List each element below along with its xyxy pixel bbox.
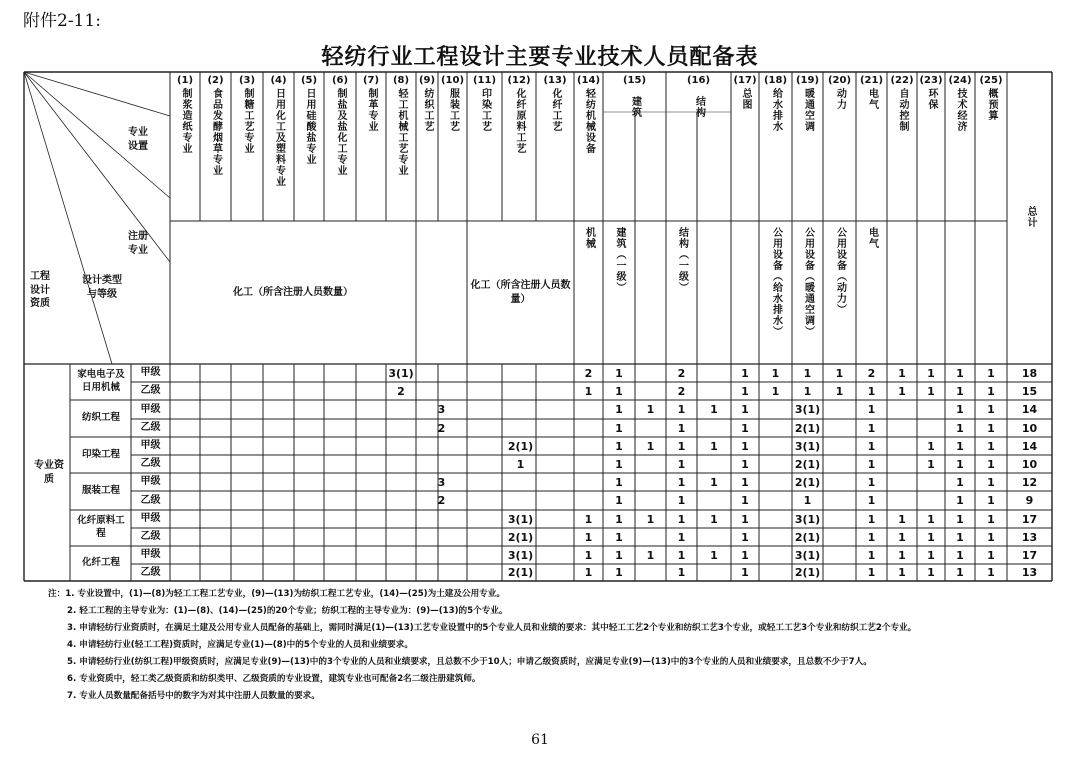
table-cell: 13 (1021, 566, 1038, 579)
table-cell: 1 (927, 384, 935, 398)
table-cell: 1 (927, 457, 935, 471)
table-cell: 1 (898, 530, 906, 544)
table-cell: 1 (867, 439, 876, 453)
table-cell: 3(1) (794, 403, 821, 416)
table-cell: 1 (956, 403, 964, 416)
table-cell: 1 (615, 475, 623, 489)
column-header-8 (386, 75, 416, 220)
table-cell: 1 (741, 403, 749, 416)
table-cell: 2(1) (507, 530, 534, 544)
table-cell: 1 (956, 421, 964, 435)
table-cell: 1 (741, 439, 749, 453)
table-cell: 1 (956, 512, 964, 526)
column-name: 环保 (926, 88, 937, 110)
registered-arch: 建筑（一级） (614, 227, 625, 293)
group-label-3: 印染工程 (81, 448, 120, 460)
column-number: (3) (238, 75, 256, 86)
table-cell: 1 (867, 512, 876, 526)
page-number: 61 (531, 732, 549, 748)
column-name: 概预算 (986, 88, 997, 121)
note-line-2: 2. 轻工工程的主导专业为：(1)—(8)、(14)—(25)的20个专业；纺织工程的主导专业为：(9)—(13)的5个专业。 (67, 606, 508, 617)
column-number: (9) (418, 75, 436, 86)
column-header-10 (438, 75, 467, 220)
table-cell: 1 (987, 384, 995, 398)
column-name: 日用硅酸盐专业 (304, 88, 315, 165)
column-number: (14) (576, 75, 601, 86)
table-cell: 17 (1021, 512, 1038, 526)
corner-design-type-label: 设计类型与等级 (82, 275, 122, 300)
grade-label: 乙级 (140, 458, 161, 469)
column-number: (17) (733, 75, 757, 86)
column-name: 制浆造纸专业 (180, 88, 191, 154)
column-name: 轻纺机械设备 (583, 88, 595, 154)
table-cell: 1 (927, 566, 935, 579)
table-cell: 1 (898, 366, 906, 380)
table-cell: 1 (898, 548, 906, 562)
registered-chem-b: 化工（所含注册人员数量） (470, 279, 571, 305)
table-cell: 3 (437, 475, 446, 489)
table-cell: 2 (437, 494, 446, 507)
table-cell: 1 (835, 384, 844, 398)
table-cell: 1 (927, 548, 935, 562)
column-name: 化纤原料工艺 (514, 88, 525, 154)
corner-specialty-label: 专业设置 (128, 127, 148, 152)
table-cell: 1 (615, 512, 623, 526)
column-header-1 (170, 75, 200, 220)
column-header-4 (263, 75, 294, 220)
table-cell: 1 (956, 457, 964, 471)
grade-label: 乙级 (140, 422, 161, 433)
column-name: 纺织工艺 (422, 88, 433, 132)
table-cell: 1 (927, 439, 935, 453)
table-cell: 1 (615, 366, 623, 380)
table-cell: 1 (771, 366, 780, 380)
table-cell: 13 (1021, 530, 1038, 544)
table-cell: 1 (987, 457, 995, 471)
grade-label: 乙级 (140, 531, 161, 542)
table-cell: 1 (741, 421, 749, 435)
column-header-19 (792, 75, 823, 220)
table-cell: 1 (677, 530, 686, 544)
table-cell: 1 (867, 494, 876, 507)
column-number: (1) (176, 75, 194, 86)
table-cell: 1 (956, 530, 964, 544)
column-number: (5) (300, 75, 318, 86)
table-cell: 3(1) (794, 439, 821, 453)
group-label-4: 服装工程 (81, 485, 120, 497)
grade-label: 乙级 (140, 566, 161, 578)
table-cell: 2 (677, 384, 686, 398)
table-cell: 2 (677, 366, 686, 380)
table-cell: 1 (987, 403, 995, 416)
grade-label: 乙级 (140, 385, 161, 396)
column-number: (10) (440, 75, 465, 86)
table-cell: 1 (771, 384, 780, 398)
table-cell: 1 (677, 439, 686, 453)
column-name: 暖通空调 (802, 88, 814, 132)
note-line-5: 5. 申请轻纺行业(纺织工程)甲级资质时，应满足专业(9)—(13)中的3个专业的人员和业绩要求，且总数不少于10人；申请乙级资质时，应满足专业(9)—(13)中的3个专业的人员和业绩要求，且总数不少于7人。 (67, 657, 872, 668)
table-cell: 1 (956, 475, 964, 489)
table-cell: 1 (987, 530, 995, 544)
grade-label: 甲级 (140, 403, 161, 415)
column-name: 食品发酵烟草专业 (210, 88, 222, 176)
table-cell: 3 (437, 403, 446, 416)
column-number: (25) (979, 75, 1003, 86)
table-cell: 1 (898, 512, 906, 526)
table-cell: 1 (741, 512, 749, 526)
table-cell: 2 (437, 421, 446, 435)
column-name: 技术经济 (955, 88, 966, 132)
table-cell: 1 (615, 566, 623, 579)
column-number: (19) (795, 75, 820, 86)
table-cell: 1 (987, 439, 995, 453)
column-header-5 (294, 75, 324, 220)
table-cell: 1 (677, 548, 686, 562)
table-cell: 1 (956, 366, 964, 380)
note-line-4: 4. 申请轻纺行业(轻工工程)资质时，应满足专业(1)—(8)中的5个专业的人员和业绩要求。 (67, 640, 413, 651)
column-name: 给水排水 (770, 88, 782, 132)
column-header-23 (917, 75, 945, 220)
column-name: 动力 (834, 88, 846, 110)
column-header-11 (467, 75, 502, 220)
column-header-21 (856, 75, 887, 220)
column-number: (8) (392, 75, 410, 86)
table-cell: 1 (741, 530, 749, 544)
table-cell: 1 (584, 566, 593, 579)
table-cell: 15 (1021, 384, 1038, 398)
table-cell: 1 (835, 366, 844, 380)
column-number: (11) (472, 75, 497, 86)
table-cell: 1 (710, 512, 718, 526)
table-cell: 1 (584, 384, 593, 398)
table-cell: 1 (615, 530, 623, 544)
table-cell: 1 (867, 566, 876, 579)
table-cell: 3(1) (794, 512, 821, 526)
table-cell: 1 (646, 548, 655, 562)
grade-label: 乙级 (140, 494, 161, 506)
column-number: (15) (622, 75, 647, 86)
table-cell: 1 (615, 494, 623, 507)
column-number: (2) (207, 75, 224, 86)
notes-section (48, 586, 1058, 705)
grade-label: 甲级 (140, 367, 161, 378)
column-name: 服装工艺 (447, 88, 459, 132)
table-cell: 1 (956, 494, 964, 507)
column-name: 自动控制 (897, 88, 908, 132)
table-cell: 1 (584, 512, 593, 526)
table-cell: 1 (867, 384, 876, 398)
table-cell: 1 (741, 366, 749, 380)
group-label-2: 纺织工程 (81, 412, 120, 424)
column-number: (22) (890, 75, 914, 86)
table-cell: 1 (741, 475, 749, 489)
qualification-group-label: 专业资质 (34, 460, 64, 485)
table-cell: 1 (615, 403, 623, 416)
registered-elec: 电气 (866, 227, 878, 249)
table-cell: 1 (615, 548, 623, 562)
column-name: 印染工艺 (479, 88, 491, 132)
column-number: (20) (827, 75, 852, 86)
grade-label: 甲级 (140, 440, 161, 451)
corner-qualification-label: 工程设计资质 (30, 271, 50, 309)
column-number: (7) (362, 75, 380, 86)
column-header-3 (231, 75, 263, 220)
column-header-13 (536, 75, 574, 220)
table-cell: 2(1) (794, 475, 821, 489)
registered-power: 公用设备（动力） (834, 227, 846, 315)
table-cell: 1 (927, 530, 935, 544)
table-cell: 14 (1021, 403, 1038, 416)
table-cell: 1 (867, 421, 876, 435)
registered-chem-a: 化工（所含注册人员数量） (233, 286, 353, 298)
table-cell: 1 (677, 494, 686, 507)
table-cell: 1 (803, 366, 812, 380)
registered-water: 公用设备（给水排水） (770, 227, 782, 337)
table-cell: 1 (710, 403, 718, 416)
page-title: 轻纺行业工程设计主要专业技术人员配备表 (321, 45, 759, 70)
table-cell: 1 (956, 548, 964, 562)
column-number: (12) (507, 75, 531, 86)
column-header-14 (574, 75, 603, 220)
column-header-18 (759, 75, 792, 220)
group-label-5: 化纤原料工程 (77, 515, 125, 539)
table-cell: 9 (1025, 494, 1034, 507)
column-header-9 (416, 75, 438, 220)
column-name: 制糖工艺专业 (242, 88, 253, 154)
table-cell: 2(1) (794, 421, 821, 435)
column-name: 制革专业 (366, 88, 377, 132)
corner-registered-label: 注册专业 (128, 231, 148, 256)
table-cell: 1 (867, 457, 876, 471)
table-cell: 1 (677, 421, 686, 435)
table-cell: 1 (803, 494, 812, 507)
table-cell: 1 (584, 548, 593, 562)
table-cell: 1 (615, 457, 623, 471)
table-cell: 1 (741, 384, 749, 398)
table-cell: 1 (741, 566, 749, 579)
table-cell: 1 (927, 512, 935, 526)
column-number: (24) (948, 75, 972, 86)
table-cell: 3(1) (507, 512, 534, 526)
column-number: (13) (543, 75, 567, 86)
column-number: (6) (331, 75, 349, 86)
notes-label: 注： (48, 589, 66, 599)
table-cell: 2(1) (794, 566, 821, 579)
column-number: (21) (859, 75, 884, 86)
table-cell: 1 (803, 384, 812, 398)
table-cell: 1 (987, 494, 995, 507)
column-number: (23) (919, 75, 943, 86)
table-cell: 1 (741, 457, 749, 471)
table-cell: 1 (898, 384, 906, 398)
table-cell: 3(1) (794, 548, 821, 562)
table-cell: 2 (397, 384, 405, 398)
grade-label: 甲级 (140, 476, 161, 487)
column-header-6 (324, 75, 356, 220)
table-cell: 1 (615, 384, 623, 398)
table-cell: 2(1) (794, 457, 821, 471)
column-number: (16) (686, 75, 711, 86)
grade-label: 甲级 (140, 513, 161, 524)
table-cell: 1 (615, 439, 623, 453)
column-header-12 (502, 75, 536, 220)
table-cell: 1 (710, 475, 718, 489)
table-cell: 1 (987, 566, 995, 579)
table-cell: 2(1) (794, 530, 821, 544)
table-cell: 10 (1021, 421, 1038, 435)
column-name: 总图 (740, 88, 751, 110)
table-cell: 2 (584, 366, 593, 380)
table-cell: 1 (987, 421, 995, 435)
table-cell: 1 (646, 512, 655, 526)
column-name: 制盐及盐化工专业 (335, 88, 346, 176)
table-cell: 1 (867, 475, 876, 489)
column-header-20 (823, 75, 856, 220)
table-cell: 1 (677, 475, 686, 489)
table-cell: 2(1) (507, 566, 534, 579)
table-cell: 2 (867, 366, 876, 380)
table-cell: 1 (710, 439, 718, 453)
table-cell: 1 (646, 403, 655, 416)
column-number: (4) (270, 75, 287, 86)
table-cell: 1 (987, 475, 995, 489)
table-cell: 1 (741, 548, 749, 562)
table-cell: 3(1) (388, 366, 414, 380)
column-header-2 (200, 75, 231, 220)
total-label: 总计 (1025, 206, 1036, 228)
column-name: 轻工机械工艺专业 (396, 88, 407, 176)
table-cell: 1 (677, 512, 686, 526)
table-cell: 12 (1021, 475, 1038, 489)
table-cell: 1 (677, 403, 686, 416)
note-line-6: 6. 专业资质中，轻工类乙级资质和纺织类甲、乙级资质的专业设置，建筑专业也可配备2名二级注册建筑师。 (67, 674, 481, 685)
table-cell: 1 (646, 439, 655, 453)
table-cell: 10 (1021, 457, 1038, 471)
column-header-7 (356, 75, 386, 220)
table-cell: 1 (987, 366, 995, 380)
column-header-25 (975, 75, 1007, 220)
column-name: 电气 (866, 88, 878, 110)
table-cell: 17 (1021, 548, 1038, 562)
table-cell: 1 (516, 457, 525, 471)
table-cell: 14 (1021, 439, 1038, 453)
table-cell: 1 (956, 384, 964, 398)
table-cell: 1 (867, 530, 876, 544)
table-cell: 1 (956, 439, 964, 453)
table-cell: 1 (615, 421, 623, 435)
note-line-1: 注：1. 专业设置中，(1)—(8)为轻工工程工艺专业，(9)—(13)为纺织工程工艺专业，(14)—(25)为土建及公用专业。 (48, 589, 505, 599)
table-cell: 3(1) (507, 548, 534, 562)
table-cell: 1 (898, 566, 906, 579)
table-cell: 1 (987, 512, 995, 526)
column-name: 化纤工艺 (550, 88, 561, 132)
column-header-17 (731, 75, 759, 220)
group-label-6: 化纤工程 (81, 557, 120, 569)
column-name: 结构 (693, 96, 705, 118)
table-cell: 1 (867, 548, 876, 562)
grade-label: 甲级 (140, 549, 161, 560)
column-header-22 (887, 75, 917, 220)
table-cell: 18 (1021, 366, 1038, 380)
registered-struct: 结构（一级） (676, 227, 688, 293)
column-header-15 (603, 75, 666, 220)
registered-mech: 机械 (583, 227, 595, 249)
column-name: 建筑 (629, 96, 641, 118)
table-cell: 1 (584, 530, 593, 544)
column-name: 日用化工及塑料专业 (273, 88, 285, 187)
registered-hvac: 公用设备（暖通空调） (802, 227, 814, 337)
note-line-7: 7. 专业人员数量配备括号中的数字为对其中注册人员数量的要求。 (67, 691, 320, 702)
table-cell: 1 (741, 494, 749, 507)
note-line-3: 3. 申请轻纺行业资质时，在满足土建及公用专业人员配备的基础上，需同时满足(1)—(13)工艺专业设置中的5个专业人员和业绩的要求：其中轻工工艺2个专业和纺织工艺3个专业，或轻工工艺3个专业和纺织工艺2个专业。 (67, 623, 917, 634)
table-cell: 1 (677, 566, 686, 579)
column-number: (18) (763, 75, 788, 86)
table-cell: 1 (710, 548, 718, 562)
table-cell: 1 (956, 566, 964, 579)
column-header-24 (945, 75, 975, 220)
table-cell: 1 (867, 403, 876, 416)
table-cell: 1 (987, 548, 995, 562)
table-cell: 1 (677, 457, 686, 471)
annex-label: 附件2-11: (23, 11, 101, 31)
group-label-1: 家电电子及日用机械 (77, 369, 125, 393)
column-header-16 (666, 75, 731, 220)
table-cell: 1 (927, 366, 935, 380)
table-cell: 2(1) (507, 439, 534, 453)
